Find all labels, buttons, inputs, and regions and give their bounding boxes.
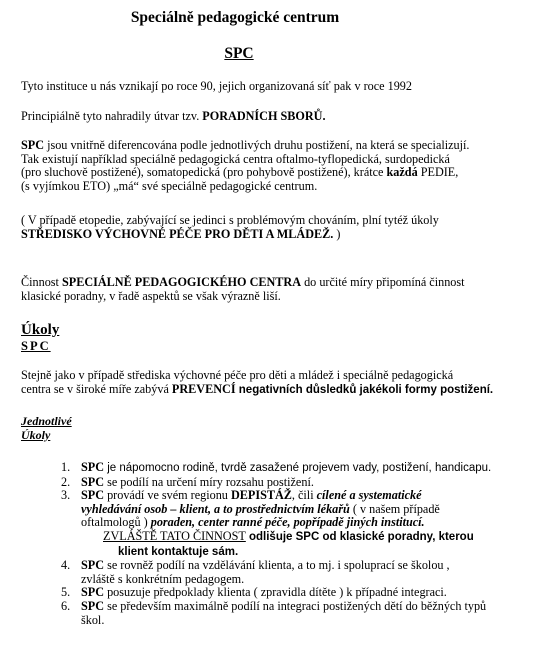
- list-item: 6. SPC se především maximálně podílí na integraci postižených dětí do běžných typů škol.: [61, 598, 487, 627]
- list-item: 1. SPC je nápomocno rodině, tvrdě zasažené projevem vady, postižení, handicapu.: [61, 460, 492, 474]
- tasks-list: [21, 461, 536, 627]
- paragraph-intro: Tyto instituce u nás vznikají po roce 90, jejich organizovaná síť pak v roce 1992: [21, 79, 412, 93]
- section-heading-ukoly: Úkoly: [21, 322, 60, 338]
- section-heading-tasks: Jednotlivé Úkoly: [21, 414, 72, 442]
- document-title: Speciálně pedagogické centrum: [130, 9, 340, 26]
- paragraph-etopedie: ( V případě etopedie, zabývající se jedinci s problémovým chováním, plní tytéž úkoly STŘEDISKO VÝCHOVNÉ PÉČE PRO DĚTI A MLÁDEŽ. ): [21, 213, 439, 241]
- list-item: 3. SPC provádí ve svém regionu DEPISTÁŽ, čili cílené a systematické vyhledávání osob – klient, a to prostřednictvím lékařů ( v našem případě oftalmologů ) poraden, center ranné péče, popřípadě jiných institucí. ZVLÁŠTĚ TATO ČINNOST odlišuje SPC od klasické poradny, kterou klient kontaktuje sám.: [61, 488, 474, 558]
- paragraph-activity: Činnost SPECIÁLNĚ PEDAGOGICKÉHO CENTRA do určité míry připomíná činnost klasické poradny, v řadě aspektů se však výrazně liší.: [21, 275, 465, 303]
- list-item: 2. SPC se podílí na určení míry rozsahu postižení.: [61, 474, 314, 489]
- paragraph-replaced: Principiálně tyto nahradily útvar tzv. PORADNÍCH SBORŮ.: [21, 109, 326, 123]
- list-item: 5. SPC posuzuje předpoklady klienta ( zpravidla dítěte ) k případné integraci.: [61, 585, 447, 600]
- paragraph-prevention: Stejně jako v případě střediska výchovné péče pro děti a mládež i speciálně pedagogická centra se v široké míře zabývá PREVENCÍ negativních důsledků jakékoli formy postižení.: [21, 368, 494, 396]
- paragraph-differentiation: SPC jsou vnitřně diferencována podle jednotlivých druhu postižení, na která se specializují. Tak existují například speciálně pedagogická centra oftalmo-tyflopedická, surdopedická (pro sluchově postižené), somatopedická (pro pohybově postižené), krátce každá PEDIE, (s vyjímkou ETO) „má“ své speciálně pedagogické centrum.: [21, 138, 470, 193]
- list-item: 4. SPC se rovněž podílí na vzdělávání klienta, a to mj. i spoluprací se školou , zvláště s konkrétním pedagogem.: [61, 558, 450, 586]
- document-subtitle: SPC: [224, 45, 254, 62]
- section-subheading-spc: SPC: [21, 339, 51, 353]
